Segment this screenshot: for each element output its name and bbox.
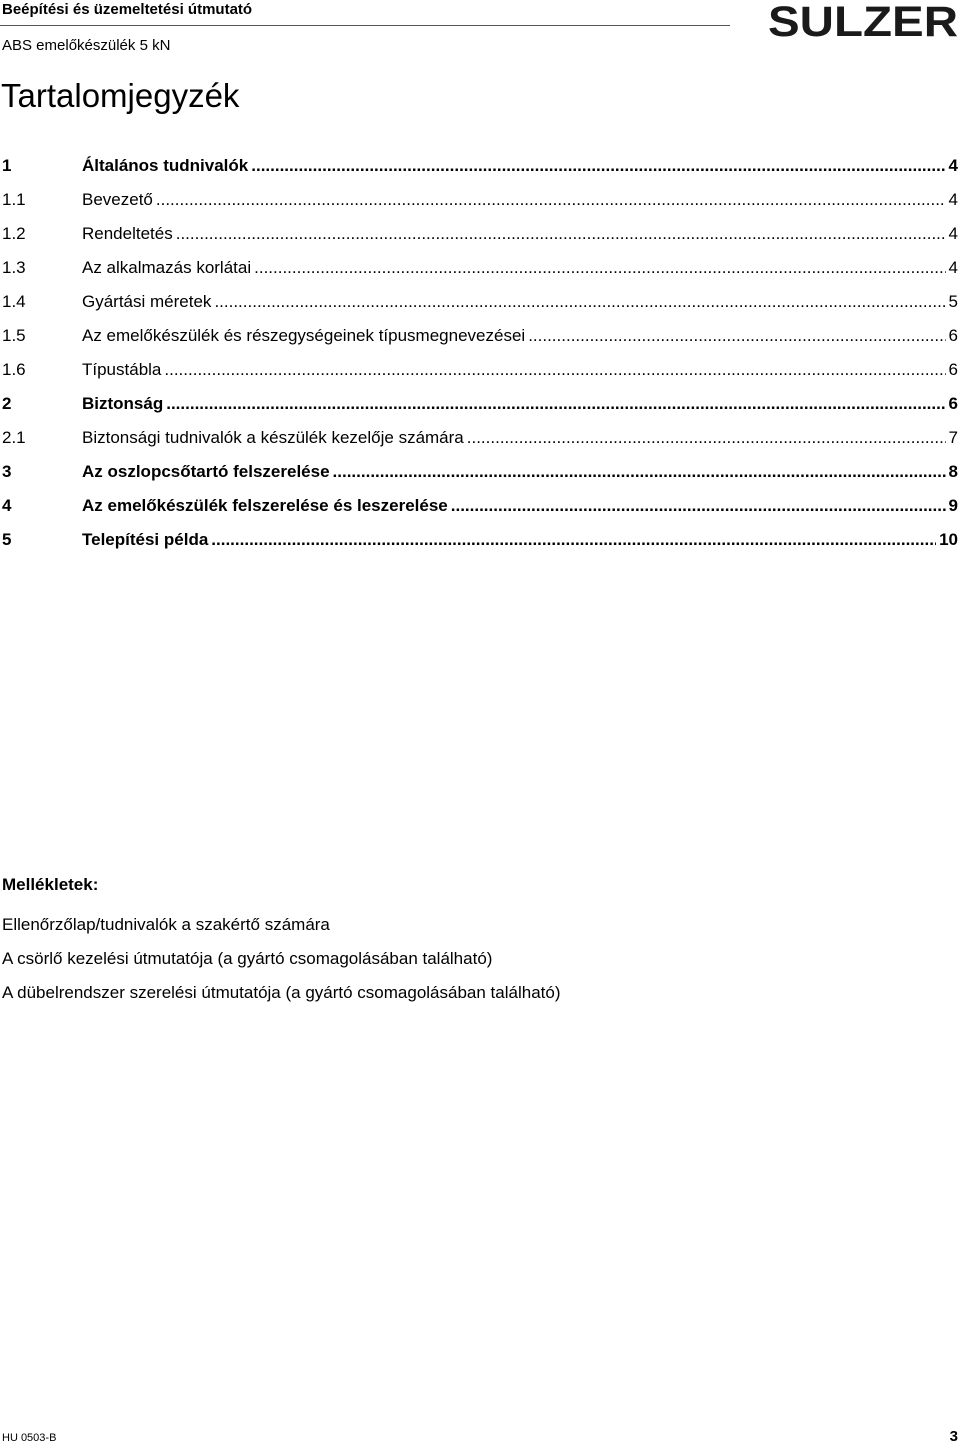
- toc-entry-number: 1.6: [2, 360, 26, 379]
- toc-entry-label: Általános tudnivalók: [82, 156, 249, 175]
- toc-entry-label: Rendeltetés: [82, 224, 173, 243]
- toc-entry-page: 6: [948, 326, 958, 345]
- appendix-list: [2, 913, 561, 1015]
- toc-entry[interactable]: [0, 154, 960, 188]
- toc-entry-number: 5: [2, 530, 12, 549]
- toc-entry-number: 2: [2, 394, 12, 413]
- toc-dot-leader: [156, 188, 946, 212]
- toc-entry-label: Az oszlopcsőtartó felszerelése: [82, 462, 330, 481]
- appendix-item: A csörlő kezelési útmutatója (a gyártó csomagolásában található): [2, 949, 493, 968]
- toc-dot-leader: [528, 324, 945, 348]
- toc-entry-number: 1.2: [2, 224, 26, 243]
- toc-entry-number: 4: [2, 496, 12, 515]
- toc-entry-page: 6: [948, 394, 958, 413]
- toc-entry-number: 1: [2, 156, 12, 175]
- toc-entry-label: Gyártási méretek: [82, 292, 212, 311]
- sulzer-logo: [768, 3, 958, 39]
- header-divider: [0, 25, 730, 26]
- toc-entry[interactable]: [0, 256, 960, 290]
- toc-entry-label: Telepítési példa: [82, 530, 209, 549]
- toc-entry[interactable]: [0, 528, 960, 562]
- document-code: HU 0503-B: [2, 1432, 57, 1444]
- toc-entry-page: 4: [948, 156, 958, 175]
- appendix-item: A dübelrendszer szerelési útmutatója (a gyártó csomagolásában található): [2, 983, 561, 1002]
- toc-entry-number: 1.4: [2, 292, 26, 311]
- logo-text: SULZER: [768, 3, 958, 39]
- appendix-item: Ellenőrzőlap/tudnivalók a szakértő számára: [2, 915, 330, 934]
- toc-dot-leader: [451, 494, 946, 518]
- toc-entry-page: 6: [948, 360, 958, 379]
- toc-entry-page: 4: [948, 224, 958, 243]
- document-subtitle: ABS emelőkészülék 5 kN: [2, 37, 171, 54]
- toc-entry-page: 10: [939, 530, 958, 549]
- toc-entry-page: 5: [948, 292, 958, 311]
- toc-entry[interactable]: [0, 324, 960, 358]
- toc-entry-label: Az alkalmazás korlátai: [82, 258, 252, 277]
- toc-dot-leader: [164, 358, 945, 382]
- toc-dot-leader: [467, 426, 946, 450]
- toc-entry-page: 4: [948, 190, 958, 209]
- toc-entry-page: 4: [948, 258, 958, 277]
- document-title: Beépítési és üzemeltetési útmutató: [2, 1, 253, 18]
- toc-entry[interactable]: [0, 460, 960, 494]
- toc-entry-label: Bevezető: [82, 190, 153, 209]
- toc-entry-number: 3: [2, 462, 12, 481]
- toc-entry-label: Az emelőkészülék felszerelése és leszerelése: [82, 496, 448, 515]
- toc-entry-number: 1.5: [2, 326, 26, 345]
- toc-entry-number: 2.1: [2, 428, 26, 447]
- page-title: Tartalomjegyzék: [1, 77, 240, 114]
- toc-entry-number: 1.3: [2, 258, 26, 277]
- toc-dot-leader: [254, 256, 945, 280]
- toc-entry[interactable]: [0, 392, 960, 426]
- toc-entry[interactable]: [0, 494, 960, 528]
- toc-entry[interactable]: [0, 188, 960, 222]
- appendix-heading: Mellékletek:: [2, 875, 99, 894]
- toc-entry-label: Típustábla: [82, 360, 162, 379]
- toc-dot-leader: [211, 528, 936, 552]
- toc-entry-page: 7: [948, 428, 958, 447]
- toc-entry[interactable]: [0, 358, 960, 392]
- table-of-contents: [0, 154, 960, 562]
- toc-entry[interactable]: [0, 426, 960, 460]
- toc-dot-leader: [214, 290, 945, 314]
- toc-entry-label: Biztonsági tudnivalók a készülék kezelője számára: [82, 428, 464, 447]
- toc-entry-number: 1.1: [2, 190, 26, 209]
- toc-entry[interactable]: [0, 222, 960, 256]
- toc-dot-leader: [333, 460, 946, 484]
- toc-entry-page: 8: [948, 462, 958, 481]
- toc-dot-leader: [176, 222, 946, 246]
- toc-dot-leader: [166, 392, 945, 416]
- toc-entry[interactable]: [0, 290, 960, 324]
- toc-dot-leader: [251, 154, 945, 178]
- toc-entry-label: Biztonság: [82, 394, 164, 413]
- toc-entry-page: 9: [948, 496, 958, 515]
- toc-entry-label: Az emelőkészülék és részegységeinek típusmegnevezései: [82, 326, 526, 345]
- page-number: 3: [949, 1428, 958, 1445]
